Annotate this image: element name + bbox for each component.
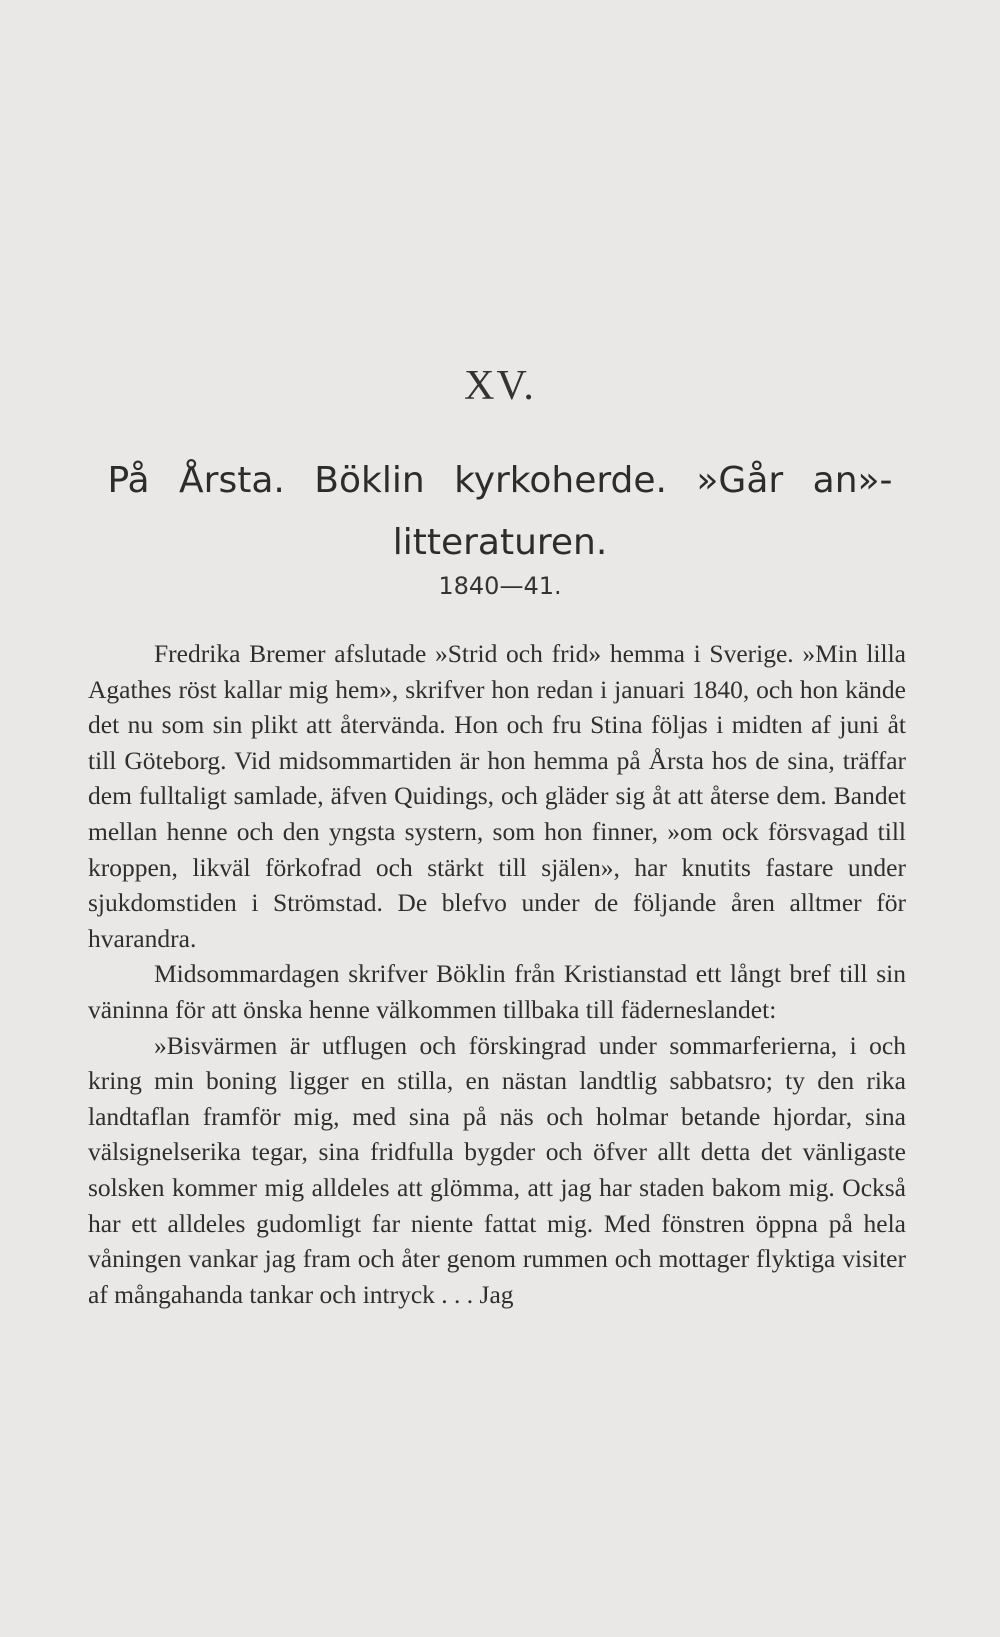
paragraph-1: Fredrika Bremer afslutade »Strid och frid» hemma i Sverige. »Min lilla Agathes röst kallar mig hem», skrifver hon redan i januari 1840, och hon kände det nu som sin plikt att återvända. Hon och fru Stina följas i midten af juni åt till Göteborg. Vid midsommartiden är hon hemma på Årsta hos de sina, träffar dem fulltaligt samlade, äfven Quidings, och gläder sig åt att återse dem. Bandet mellan henne och den yngsta systern, som hon finner, »om ock försvagad till kroppen, likväl förkofrad och stärkt till själen», har knutits fastare under sjukdomstiden i Strömstad. De blefvo under de följande åren alltmer för hvarandra. <box>88 639 906 953</box>
chapter-title: På Årsta. Böklin kyrkoherde. »Går an»-litteraturen. <box>107 460 893 563</box>
paragraph-2: Midsommardagen skrifver Böklin från Kristianstad ett långt bref till sin väninna för att önska henne välkommen tillbaka till fäderneslandet: <box>88 959 906 1024</box>
chapter-number: XV. <box>464 363 536 409</box>
chapter-years: 1840—41. <box>438 572 562 600</box>
body-text <box>88 636 906 1312</box>
paragraph-3: »Bisvärmen är utflugen och förskingrad under sommarferierna, i och kring min boning ligger en stilla, en nästan landtlig sabbatsro; ty den rika landtaflan framför mig, med sina på näs och holmar betande hjordar, sina välsignelserika tegar, sina fridfulla bygder och öfver allt detta det vänligaste solsken kommer mig alldeles att glömma, att jag har staden bakom mig. Också har ett alldeles gudomligt far niente fattat mig. Med fönstren öppna på hela våningen vankar jag fram och åter genom rummen och mottager flyktiga visiter af mångahanda tankar och intryck . . . Jag <box>88 1030 906 1309</box>
